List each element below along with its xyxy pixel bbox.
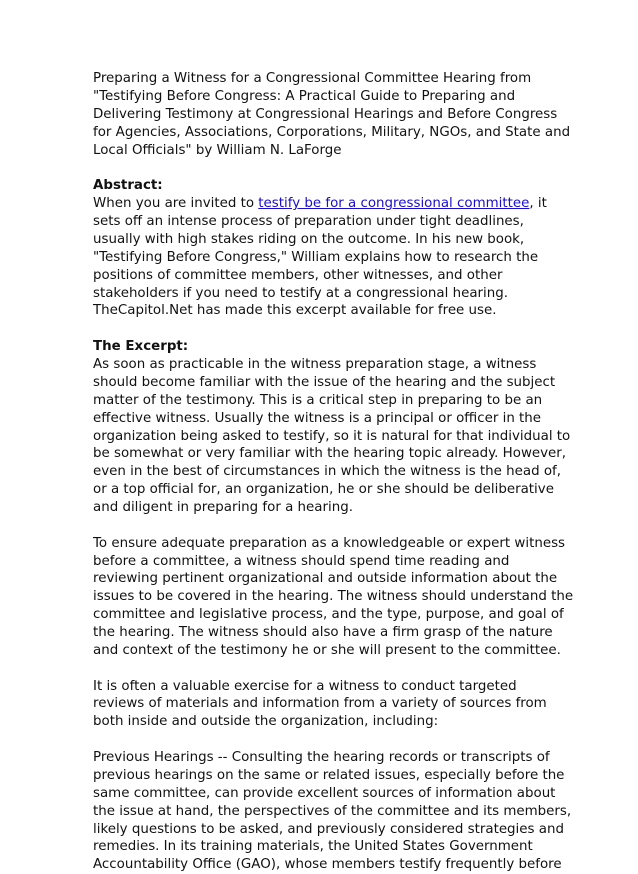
- excerpt-line: should become familiar with the issue of the hearing and the subject: [93, 374, 556, 390]
- excerpt-line: both inside and outside the organization, including:: [93, 714, 439, 730]
- excerpt-line: remedies. In its training materials, the United States Government: [93, 839, 533, 855]
- excerpt-line: It is often a valuable exercise for a witness to conduct targeted: [93, 678, 517, 694]
- abstract-line: stakeholders if you need to testify at a congressional hearing.: [93, 285, 508, 301]
- paragraph-gap: [93, 731, 555, 749]
- abstract-text-after-link: , it: [529, 196, 547, 212]
- excerpt-line: be somewhat or very familiar with the hearing topic already. However,: [93, 446, 567, 462]
- intro-line: Delivering Testimony at Congressional Hearings and Before Congress: [93, 106, 558, 122]
- document-page: [93, 70, 574, 874]
- excerpt-line: As soon as practicable in the witness preparation stage, a witness: [93, 356, 537, 372]
- excerpt-line: same committee, can provide excellent sources of information about: [93, 785, 556, 801]
- intro-line: for Agencies, Associations, Corporations, Military, NGOs, and State and: [93, 124, 571, 140]
- paragraph-gap: [93, 660, 555, 678]
- paragraph-gap: [93, 517, 555, 535]
- abstract-heading: Abstract:: [93, 178, 163, 194]
- excerpt-line: Accountability Office (GAO), whose members testify frequently before: [93, 857, 562, 873]
- excerpt-line: Previous Hearings -- Consulting the hearing records or transcripts of: [93, 749, 550, 765]
- excerpt-line: reviewing pertinent organizational and outside information about the: [93, 571, 558, 587]
- abstract-line: usually with high stakes riding on the outcome. In his new book,: [93, 231, 525, 247]
- intro-line: "Testifying Before Congress: A Practical Guide to Preparing and: [93, 88, 516, 104]
- abstract-line: sets off an intense process of preparation under tight deadlines,: [93, 213, 524, 229]
- excerpt-line: or a top official for, an organization, he or she should be deliberative: [93, 482, 554, 498]
- excerpt-line: before a committee, a witness should spend time reading and: [93, 553, 510, 569]
- testify-committee-link[interactable]: testify be for a congressional committee: [258, 196, 530, 212]
- excerpt-line: and diligent in preparing for a hearing.: [93, 500, 353, 516]
- excerpt-line: effective witness. Usually the witness is a principal or officer in the: [93, 410, 542, 426]
- intro-line: Local Officials" by William N. LaForge: [93, 142, 342, 158]
- excerpt-section: [93, 338, 574, 874]
- abstract-section: [93, 177, 555, 320]
- excerpt-line: committee and legislative process, and the type, purpose, and goal of: [93, 607, 564, 623]
- abstract-text-before-link: When you are invited to: [93, 196, 259, 212]
- abstract-line: TheCapitol.Net has made this excerpt available for free use.: [93, 303, 497, 319]
- excerpt-paragraph: [93, 356, 571, 517]
- excerpt-line: even in the best of circumstances in which the witness is the head of,: [93, 464, 562, 480]
- excerpt-line: organization being asked to testify, so it is natural for that individual to: [93, 428, 571, 444]
- abstract-line-with-link: [93, 195, 555, 213]
- paragraph-gap: [93, 320, 555, 338]
- excerpt-heading: The Excerpt:: [93, 338, 189, 354]
- excerpt-line: matter of the testimony. This is a critical step in preparing to be an: [93, 392, 543, 408]
- excerpt-line: reviews of materials and information from a variety of sources from: [93, 696, 547, 712]
- paragraph-gap: [93, 160, 555, 178]
- excerpt-line: previous hearings on the same or related issues, especially before the: [93, 767, 565, 783]
- abstract-line: "Testifying Before Congress," William explains how to research the: [93, 249, 539, 265]
- document-intro: [93, 70, 571, 160]
- abstract-line: positions of committee members, other witnesses, and other: [93, 267, 503, 283]
- excerpt-line: the issue at hand, the perspectives of the committee and its members,: [93, 803, 572, 819]
- excerpt-paragraph: [93, 678, 555, 732]
- excerpt-paragraph: [93, 749, 572, 874]
- excerpt-line: and context of the testimony he or she will present to the committee.: [93, 643, 561, 659]
- excerpt-line: To ensure adequate preparation as a knowledgeable or expert witness: [93, 535, 566, 551]
- excerpt-line: the hearing. The witness should also have a firm grasp of the nature: [93, 625, 553, 641]
- excerpt-paragraph: [93, 535, 574, 660]
- excerpt-line: issues to be covered in the hearing. The witness should understand the: [93, 589, 574, 605]
- intro-line: Preparing a Witness for a Congressional Committee Hearing from: [93, 71, 532, 86]
- excerpt-line: likely questions to be asked, and previously considered strategies and: [93, 821, 564, 837]
